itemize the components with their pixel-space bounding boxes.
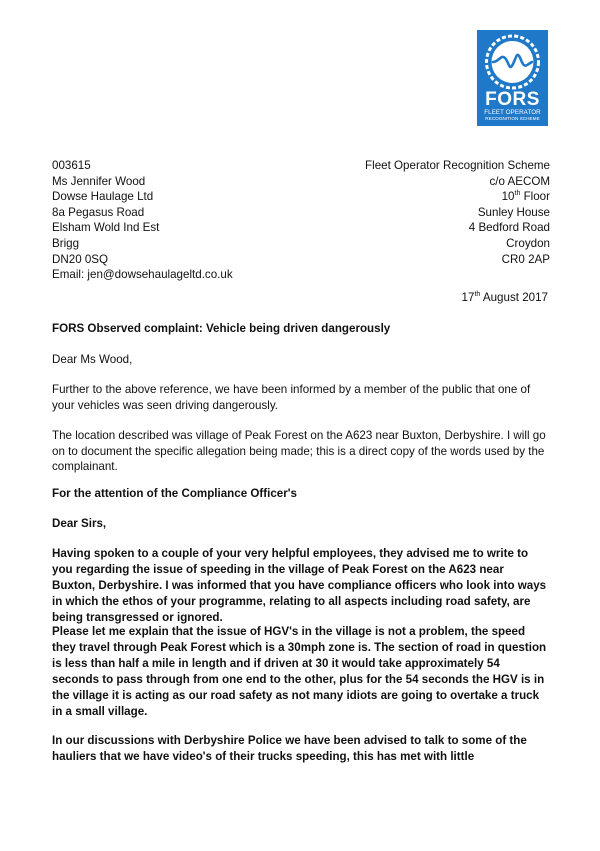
date-ordinal: th — [474, 291, 481, 299]
recipient-estate: Elsham Wold Ind Est — [52, 221, 160, 235]
sender-building: Sunley House — [477, 205, 550, 219]
tyre-wave-icon — [483, 34, 542, 90]
letter-paragraph: Further to the above reference, we have been informed by a member of the public that one of your vehicles was seen driving dangerously. — [52, 383, 531, 412]
sender-org: Fleet Operator Recognition Scheme — [365, 159, 550, 172]
recipient-email: Email: jen@dowsehaulageltd.co.uk — [52, 268, 233, 282]
logo-wordmark: FORS — [485, 89, 540, 110]
letter-salutation: Dear Ms Wood, — [52, 353, 133, 366]
sender-street: 4 Bedford Road — [468, 221, 550, 235]
sender-address — [365, 158, 550, 267]
letter-paragraph: The location described was village of Peak Forest on the A623 near Buxton, Derbyshire. I will go on to document the specific allegation being made; this is a direct copy of the words used by the complainant. — [52, 429, 546, 474]
logo-subtitle-line1: FLEET OPERATOR — [484, 109, 541, 116]
recipient-company: Dowse Haulage Ltd — [52, 190, 154, 204]
date-rest: August 2017 — [480, 291, 548, 304]
floor-ordinal: th — [514, 190, 521, 198]
letter-date — [462, 291, 548, 304]
fors-logo — [477, 30, 548, 126]
complaint-paragraph: Please let me explain that the issue of HGV's in the village is not a problem, the speed they travel through Peak Forest which is a 30mph zone is. The section of road in question is less than half a mile in length and if driven at 30 it would take approximately 54 seconds to pass through from one end to the other, plus for the 54 seconds the HGV is in the village it is acting as our road safety as not many idiots are going to overtake a truck in a small village. — [52, 625, 547, 718]
letter-subject: FORS Observed complaint: Vehicle being driven dangerously — [52, 322, 391, 335]
recipient-town: Brigg — [52, 236, 80, 250]
recipient-name: Ms Jennifer Wood — [52, 174, 146, 188]
sender-floor — [365, 189, 550, 205]
complaint-paragraph: In our discussions with Derbyshire Police we have been advised to talk to some of the hauliers that we have video's of their trucks speeding, this has met with little — [52, 734, 527, 763]
quote-salutation: Dear Sirs, — [52, 517, 107, 530]
reference-number: 003615 — [52, 159, 91, 172]
sender-city: Croydon — [506, 236, 550, 250]
floor-word: Floor — [520, 190, 550, 204]
recipient-street: 8a Pegasus Road — [52, 205, 145, 219]
recipient-postcode: DN20 0SQ — [52, 252, 109, 266]
date-day: 17 — [461, 291, 475, 304]
logo-subtitle-line2: RECOGNITION SCHEME — [485, 116, 540, 121]
floor-number: 10 — [501, 190, 515, 204]
sender-postcode: CR0 2AP — [501, 252, 550, 266]
complaint-paragraph: Having spoken to a couple of your very helpful employees, they advised me to write to you regarding the issue of speeding in the village of Peak Forest on the A623 near Buxton, Derbyshire. I was informed that you have compliance officers who look into ways in which the ethos of your programme, relating to all aspects including road safety, are being transgressed or ignored. — [52, 547, 547, 624]
recipient-address — [52, 158, 233, 283]
sender-care-of: c/o AECOM — [489, 174, 550, 188]
attention-line: For the attention of the Compliance Officer's — [52, 487, 297, 500]
